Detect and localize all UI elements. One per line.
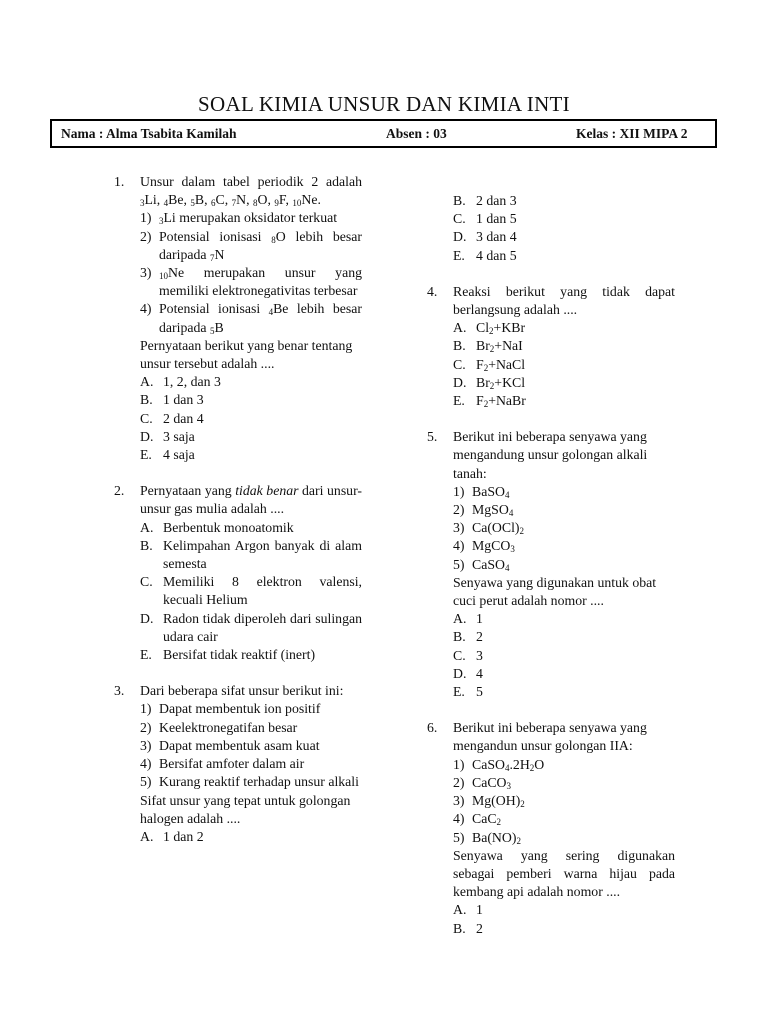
option-text: 4 dan 5 bbox=[476, 247, 517, 263]
element-symbol: O bbox=[257, 192, 268, 208]
element-symbol: Li bbox=[144, 192, 157, 208]
compound-item bbox=[453, 501, 675, 519]
option-text: Berbentuk monoatomik bbox=[163, 519, 294, 535]
option-text: 3 bbox=[476, 647, 483, 663]
answer-option bbox=[453, 665, 675, 683]
option-label: B. bbox=[140, 537, 153, 553]
question-prompt: Senyawa yang digunakan untuk obat cuci perut adalah nomor .... bbox=[453, 574, 657, 609]
answer-option bbox=[453, 210, 675, 228]
option-label: D. bbox=[140, 428, 154, 444]
formula-subscript: 2 bbox=[483, 362, 489, 373]
answer-option bbox=[140, 646, 362, 664]
answer-option bbox=[453, 319, 675, 337]
statement-list bbox=[140, 700, 362, 791]
atomic-number: 8 bbox=[253, 198, 258, 209]
answer-options bbox=[453, 901, 675, 937]
question-number: 6. bbox=[427, 720, 438, 736]
option-text: Radon tidak diperoleh dari sulingan udara cair bbox=[163, 610, 362, 644]
compound-item bbox=[453, 519, 675, 537]
question-4 bbox=[427, 283, 675, 410]
answer-option bbox=[453, 920, 675, 938]
formula-subscript: 3 bbox=[506, 780, 511, 791]
option-label: A. bbox=[140, 374, 154, 390]
question-stem: Berikut ini beberapa senyawa yang mengandun unsur golongan IIA: bbox=[453, 720, 647, 754]
option-label: 5) bbox=[140, 774, 152, 790]
formula-part: +NaBr bbox=[488, 393, 526, 409]
option-text: 4 bbox=[476, 665, 483, 681]
option-label: 5) bbox=[453, 829, 465, 845]
option-label: 2) bbox=[453, 774, 465, 790]
left-column bbox=[114, 173, 362, 846]
formula-subscript: 3 bbox=[510, 544, 515, 555]
question-6 bbox=[427, 719, 675, 937]
atomic-number: 4 bbox=[163, 198, 169, 209]
option-label: C. bbox=[453, 356, 466, 372]
option-label: 4) bbox=[453, 538, 465, 554]
formula-part: BaSO bbox=[472, 483, 505, 499]
option-label: 5) bbox=[453, 556, 465, 572]
question-2 bbox=[114, 482, 362, 664]
statement-item bbox=[140, 700, 362, 718]
formula-subscript: 2 bbox=[483, 399, 489, 410]
answer-option bbox=[453, 337, 675, 355]
option-label: B. bbox=[140, 392, 153, 408]
option-label: 3) bbox=[453, 520, 465, 536]
compound-list bbox=[453, 483, 675, 574]
option-text: 5 bbox=[476, 684, 483, 700]
answer-option bbox=[140, 610, 362, 646]
option-label: D. bbox=[453, 374, 467, 390]
option-label: A. bbox=[453, 611, 467, 627]
question-3-continued bbox=[427, 192, 675, 265]
formula-part: +NaCl bbox=[488, 356, 526, 372]
answer-option bbox=[453, 647, 675, 665]
option-text: Kelimpahan Argon banyak di alam semesta bbox=[163, 537, 362, 572]
option-text: 1, 2, dan 3 bbox=[163, 374, 221, 390]
statement-item: 4) Potensial ionisasi $_4$Be lebih besar daripada $_5$B bbox=[140, 301, 362, 336]
option-label: E. bbox=[453, 247, 465, 263]
option-text: 2 dan 4 bbox=[163, 410, 204, 426]
option-label: B. bbox=[453, 920, 466, 936]
formula-part: CaC bbox=[472, 811, 497, 827]
option-label: 4) bbox=[453, 811, 465, 827]
question-number: 2. bbox=[114, 483, 125, 499]
question-stem: Berikut ini beberapa senyawa yang mengandung unsur golongan alkali tanah: bbox=[453, 429, 648, 481]
question-number: 4. bbox=[427, 283, 438, 299]
formula-subscript: 2 bbox=[489, 344, 495, 355]
option-text: 1 dan 3 bbox=[163, 392, 204, 408]
option-label: 4) bbox=[140, 756, 152, 772]
option-label: A. bbox=[453, 320, 467, 336]
option-label: C. bbox=[140, 574, 153, 590]
element-symbol: Be bbox=[168, 192, 184, 208]
compound-item bbox=[453, 792, 675, 810]
formula-subscript: 2 bbox=[516, 835, 521, 846]
formula-subscript: 2 bbox=[519, 526, 525, 537]
answer-option bbox=[140, 828, 362, 846]
student-absen: Absen : 03 bbox=[386, 126, 447, 141]
option-text: 1 bbox=[476, 611, 483, 627]
compound-item bbox=[453, 774, 675, 792]
answer-option bbox=[453, 374, 675, 392]
atomic-number: 7 bbox=[231, 198, 237, 209]
atomic-number: 5 bbox=[190, 198, 195, 209]
formula-part: Br bbox=[476, 374, 490, 390]
option-text: Keelektronegatifan besar bbox=[159, 719, 298, 735]
answer-option bbox=[453, 901, 675, 919]
option-text: Bersifat amfoter dalam air bbox=[159, 756, 305, 772]
option-label: 1) bbox=[140, 701, 152, 717]
option-label: B. bbox=[453, 629, 466, 645]
formula-subscript: 2 bbox=[520, 799, 525, 810]
formula-subscript: 2 bbox=[489, 380, 495, 391]
option-label: E. bbox=[453, 393, 465, 409]
option-text: Bersifat tidak reaktif (inert) bbox=[163, 647, 316, 663]
answer-option bbox=[453, 228, 675, 246]
option-label: E. bbox=[453, 684, 465, 700]
answer-option bbox=[453, 610, 675, 628]
answer-options bbox=[140, 373, 362, 464]
option-label: 3) bbox=[453, 793, 465, 809]
statement-item bbox=[140, 737, 362, 755]
option-label: 1) bbox=[453, 483, 465, 499]
formula-part: MgSO bbox=[472, 502, 509, 518]
option-text: 2 bbox=[476, 629, 483, 645]
compound-item bbox=[453, 829, 675, 847]
option-text: 2 dan 3 bbox=[476, 193, 517, 208]
option-label: A. bbox=[140, 519, 154, 535]
formula-subscript: 4 bbox=[504, 489, 510, 500]
option-label: C. bbox=[140, 410, 153, 426]
option-label: E. bbox=[140, 647, 152, 663]
option-label: D. bbox=[453, 229, 467, 245]
element-symbol: C bbox=[215, 192, 225, 208]
answer-options bbox=[140, 828, 362, 846]
answer-option bbox=[453, 392, 675, 410]
question-prompt: Senyawa yang sering digunakan sebagai pemberi warna hijau pada kembang api adalah nomor .... bbox=[453, 847, 675, 900]
statement-item bbox=[140, 719, 362, 737]
option-label: B. bbox=[453, 338, 466, 354]
option-text: 1 bbox=[476, 902, 483, 918]
compound-item: 1) $CaSO_4.2H_2O$ bbox=[453, 756, 545, 773]
question-number: 5. bbox=[427, 429, 438, 445]
formula-part: +NaI bbox=[494, 338, 523, 354]
student-info-box bbox=[50, 119, 717, 148]
answer-options bbox=[453, 319, 675, 410]
answer-option bbox=[140, 373, 362, 391]
atomic-number: 10 bbox=[292, 198, 302, 209]
question-stem: Dari beberapa sifat unsur berikut ini: bbox=[140, 683, 344, 699]
student-class: Kelas : XII MIPA 2 bbox=[576, 126, 688, 141]
question-5 bbox=[427, 428, 675, 701]
formula-part: CaCO bbox=[472, 774, 507, 790]
option-label: 3) bbox=[140, 737, 152, 753]
answer-option bbox=[140, 428, 362, 446]
answer-options bbox=[453, 610, 675, 701]
answer-option bbox=[140, 519, 362, 537]
statement-item: 2) Potensial ionisasi $_8$O lebih besar daripada $_7$N bbox=[140, 228, 362, 263]
statement-item bbox=[140, 773, 362, 791]
answer-option bbox=[140, 391, 362, 409]
element-list: $_3$Li, $_4$Be, $_5$B, $_6$C, $_7$N, $_8$O, $_9$F, $_{10}$Ne. bbox=[140, 192, 321, 209]
formula-subscript: 4 bbox=[508, 508, 514, 519]
formula-part: Br bbox=[476, 338, 490, 354]
formula-subscript: 4 bbox=[504, 562, 510, 573]
answer-option bbox=[453, 192, 675, 210]
student-name: Nama : Alma Tsabita Kamilah bbox=[61, 126, 237, 141]
answer-options bbox=[140, 519, 362, 665]
page-title: SOAL KIMIA UNSUR DAN KIMIA INTI bbox=[198, 92, 570, 116]
answer-options bbox=[453, 192, 675, 265]
answer-option bbox=[140, 410, 362, 428]
statement-item: 3) $_{10}$Ne merupakan unsur yang memiliki elektronegativitas terbesar bbox=[140, 265, 362, 299]
option-text: Dapat membentuk asam kuat bbox=[159, 737, 320, 753]
option-label: 2) bbox=[453, 502, 465, 518]
option-text: 1 dan 2 bbox=[163, 828, 204, 844]
option-label: C. bbox=[453, 211, 466, 227]
question-stem: Unsur dalam tabel periodik 2 adalah $_3$Li, $_4$Be, $_5$B, $_6$C, $_7$N, $_8$O, $_9$F, $_{10}$Ne. bbox=[140, 174, 362, 209]
question-number: 1. bbox=[114, 174, 125, 189]
option-label: D. bbox=[453, 665, 467, 681]
option-text: Dapat membentuk ion positif bbox=[159, 701, 321, 717]
option-label: C. bbox=[453, 647, 466, 663]
option-label: E. bbox=[140, 447, 152, 463]
question-prompt: Sifat unsur yang tepat untuk golongan halogen adalah .... bbox=[140, 792, 351, 826]
right-column bbox=[427, 192, 675, 938]
compound-item bbox=[453, 537, 675, 555]
option-text: 1 dan 5 bbox=[476, 211, 517, 227]
question-1 bbox=[114, 173, 362, 464]
option-label: D. bbox=[140, 610, 154, 626]
statement-item: 1) $_3$Li merupakan oksidator terkuat bbox=[140, 210, 338, 227]
formula-part: F bbox=[476, 393, 484, 409]
formula-part: Ba(NO) bbox=[472, 829, 517, 845]
question-stem: Pernyataan yang tidak benar dari unsur-unsur gas mulia adalah .... bbox=[140, 483, 362, 517]
answer-option bbox=[140, 573, 362, 609]
option-text: 2 bbox=[476, 920, 483, 936]
element-symbol: F bbox=[278, 192, 286, 208]
statement-item bbox=[140, 755, 362, 773]
element-symbol: Ne bbox=[301, 192, 318, 208]
question-3 bbox=[114, 682, 362, 846]
option-label: A. bbox=[453, 902, 467, 918]
formula-part: CaSO bbox=[472, 556, 505, 572]
answer-option bbox=[453, 628, 675, 646]
option-text: Memiliki 8 elektron valensi, kecuali Helium bbox=[163, 574, 362, 608]
atomic-number: 3 bbox=[140, 198, 145, 209]
formula-part: Ca(OCl) bbox=[472, 520, 520, 536]
compound-list bbox=[453, 774, 675, 847]
option-label: A. bbox=[140, 828, 154, 844]
option-text: 3 saja bbox=[163, 428, 195, 444]
option-label: B. bbox=[453, 193, 466, 208]
formula-part: Cl bbox=[476, 320, 490, 336]
formula-part: F bbox=[476, 356, 484, 372]
formula-subscript: 2 bbox=[489, 326, 494, 337]
answer-option bbox=[453, 247, 675, 265]
option-text: Kurang reaktif terhadap unsur alkali bbox=[159, 774, 359, 790]
option-label: 2) bbox=[140, 719, 152, 735]
formula-part: MgCO bbox=[472, 538, 511, 554]
answer-option bbox=[140, 537, 362, 573]
atomic-number: 6 bbox=[211, 198, 216, 209]
answer-option bbox=[453, 356, 675, 374]
formula-part: +KCl bbox=[494, 374, 526, 390]
option-text: 4 saja bbox=[163, 447, 195, 463]
compound-item bbox=[453, 483, 675, 501]
formula-part: Mg(OH) bbox=[472, 793, 521, 809]
atomic-number: 9 bbox=[274, 198, 279, 209]
formula-part: +KBr bbox=[493, 320, 526, 336]
formula-subscript: 2 bbox=[496, 817, 502, 828]
element-symbol: B bbox=[194, 192, 205, 208]
question-number: 3. bbox=[114, 683, 125, 699]
compound-item bbox=[453, 810, 675, 828]
option-text: 3 dan 4 bbox=[476, 229, 517, 245]
question-stem: Reaksi berikut yang tidak dapat berlangsung adalah .... bbox=[453, 283, 675, 318]
answer-option bbox=[140, 446, 362, 464]
element-symbol: N bbox=[236, 192, 247, 208]
answer-option bbox=[453, 683, 675, 701]
compound-item bbox=[453, 556, 675, 574]
question-prompt: Pernyataan berikut yang benar tentang unsur tersebut adalah .... bbox=[140, 337, 353, 372]
